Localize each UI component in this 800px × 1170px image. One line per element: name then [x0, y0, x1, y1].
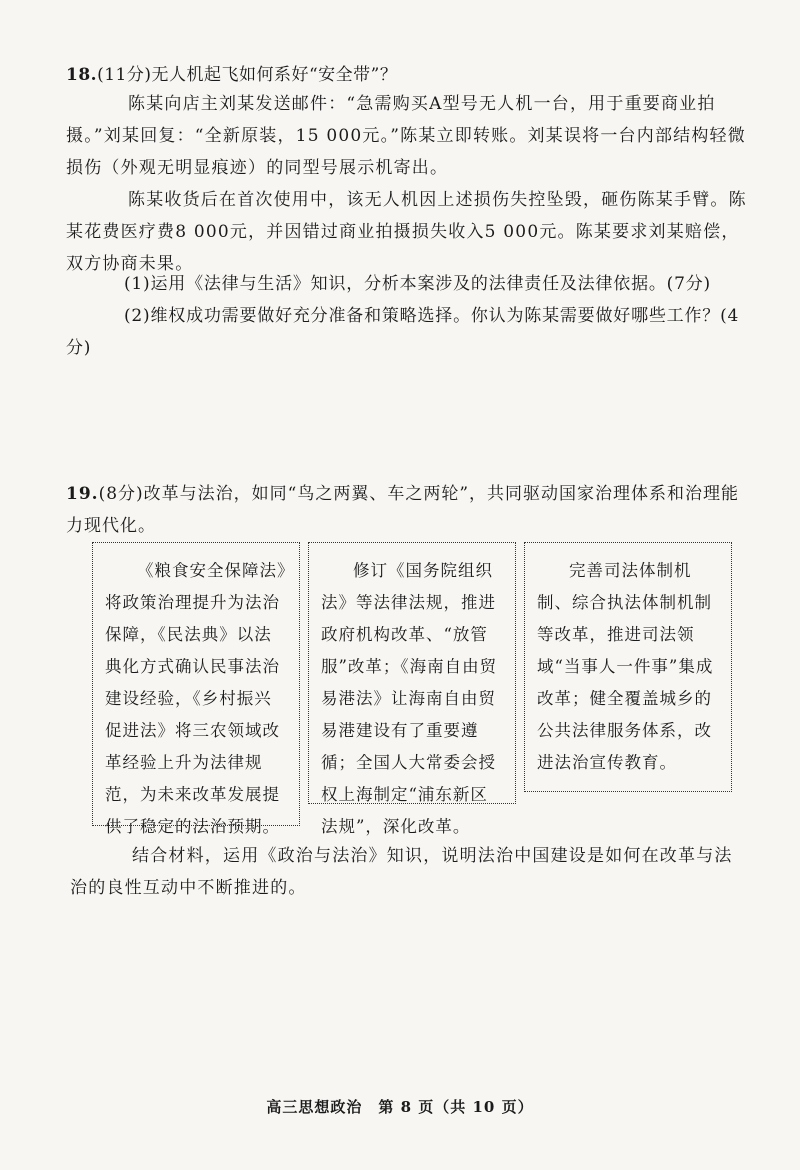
material-box-2: 修订《国务院组织法》等法律法规，推进政府机构改革、“放管服”改革；《海南自由贸易港法》让海南自由贸易港建设有了重要遵循；全国人大常委会授权上海制定“浦东新区法规”，深化改革。	[308, 542, 516, 804]
q18-subquestion-1: (1)运用《法律与生活》知识，分析本案涉及的法律责任及法律依据。(7分)	[124, 274, 711, 294]
q19-score: (8分)	[98, 484, 144, 504]
q19-material-boxes	[92, 542, 732, 836]
q18-score: (11分)	[97, 65, 152, 85]
material-box-3: 完善司法体制机制、综合执法体制机制等改革，推进司法领域“当事人一件事”集成改革；健全覆盖城乡的公共法律服务体系，改进法治宣传教育。	[524, 542, 732, 792]
q19-prompt: 结合材料，运用《政治与法治》知识，说明法治中国建设是如何在改革与法治的良性互动中不断推进的。	[70, 846, 733, 898]
q18-title: 无人机起飞如何系好“安全带”？	[151, 65, 398, 85]
q19-heading	[66, 478, 756, 542]
q18-paragraph-2: 陈某收货后在首次使用中，该无人机因上述损伤失控坠毁，砸伤陈某手臂。陈某花费医疗费8 000元，并因错过商业拍摄损失收入5 000元。陈某要求刘某赔偿，双方协商未果。	[66, 190, 747, 274]
material-box-1: 《粮食安全保障法》将政策治理提升为法治保障，《民法典》以法典化方式确认民事法治建设经验，《乡村振兴促进法》将三农领域改革经验上升为法律规范，为未来改革发展提供了稳定的法治预期。	[92, 542, 300, 826]
q19-title: 改革与法治，如同“鸟之两翼、车之两轮”，共同驱动国家治理体系和治理能力现代化。	[66, 484, 740, 536]
page-footer: 高三思想政治 第 8 页（共 10 页）	[266, 1098, 534, 1116]
q18-paragraph-1: 陈某向店主刘某发送邮件：“急需购买A型号无人机一台，用于重要商业拍摄。”刘某回复：“全新原装，15 000元。”陈某立即转账。刘某误将一台内部结构轻微损伤（外观无明显痕迹）的同型号展示机寄出。	[66, 94, 746, 178]
q18-heading	[66, 60, 397, 85]
q19-number: 19.	[66, 484, 99, 504]
q18-number: 18.	[66, 65, 98, 85]
q18-subquestion-2: (2)维权成功需要做好充分准备和策略选择。你认为陈某需要做好哪些工作？(4分)	[66, 306, 740, 358]
